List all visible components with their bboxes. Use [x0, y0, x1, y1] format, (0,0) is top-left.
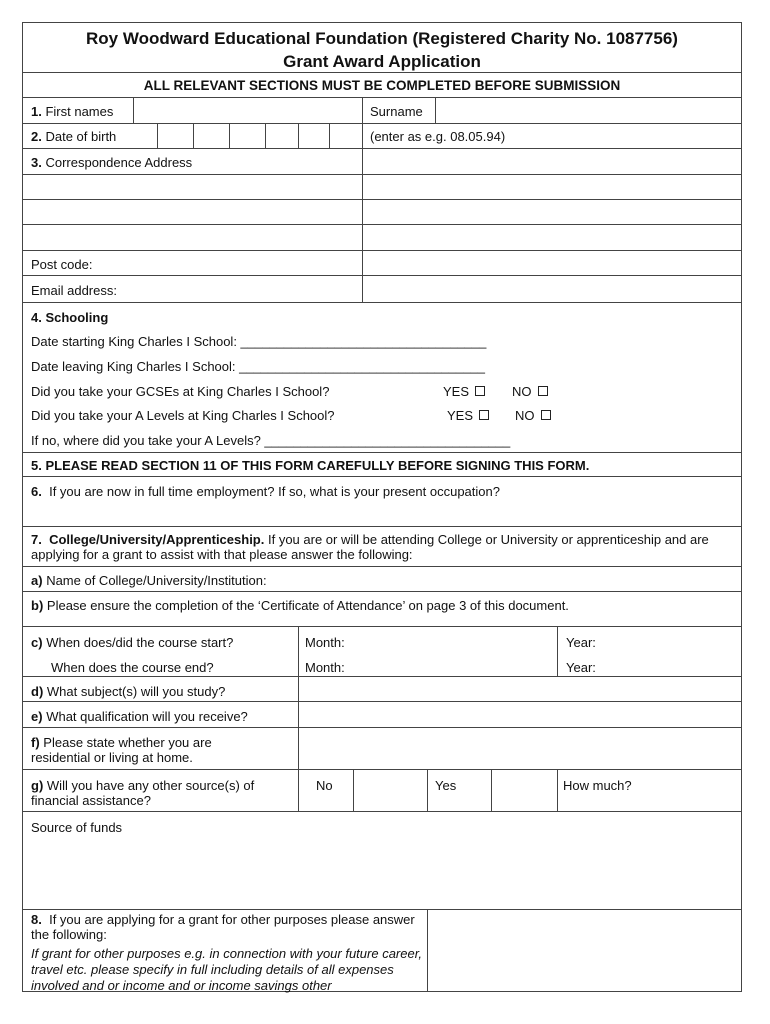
schooling-section — [23, 303, 741, 453]
surname-input[interactable] — [439, 102, 734, 120]
names-row — [23, 98, 741, 124]
dob-row — [23, 124, 741, 149]
gcse-yes-option[interactable]: YES — [443, 384, 485, 399]
section-7e-row — [23, 702, 741, 728]
start-year-label: Year: — [566, 635, 596, 650]
other-purposes-question: 8. If you are applying for a grant for other purposes please answer the following: — [31, 912, 415, 942]
start-year-input[interactable] — [608, 633, 733, 650]
certificate-note: b) Please ensure the completion of the ‘Certificate of Attendance’ on page 3 of this document. — [31, 598, 569, 613]
address-line-1-input[interactable] — [29, 179, 357, 196]
dob-format-hint: (enter as e.g. 08.05.94) — [370, 129, 506, 144]
address-line-2b-input[interactable] — [367, 204, 735, 221]
college-intro: 7. College/University/Apprenticeship. If you are or will be attending College or University or apprenticeship and are applying for a grant to assist with that please answer the following: — [31, 532, 709, 562]
alevel-question: Did you take your A Levels at King Charles I School? — [31, 408, 335, 423]
address-line-1 — [23, 175, 741, 200]
completion-banner: ALL RELEVANT SECTIONS MUST BE COMPLETED BEFORE SUBMISSION — [143, 78, 621, 93]
address-line-3b-input[interactable] — [367, 229, 735, 247]
alevel-yes-checkbox[interactable] — [479, 410, 489, 420]
dob-label: 2. Date of birth — [31, 129, 117, 144]
address-label: 3. Correspondence Address — [31, 155, 193, 170]
dob-digit-6[interactable] — [332, 128, 359, 145]
dob-digit-1[interactable] — [160, 128, 190, 145]
address-line-1b-input[interactable] — [367, 179, 735, 196]
funding-no-label: No — [316, 778, 333, 793]
gcse-question: Did you take your GCSEs at King Charles I School? — [31, 384, 330, 399]
surname-label: Surname — [370, 104, 423, 119]
gcse-yes-checkbox[interactable] — [475, 386, 485, 396]
postcode-row — [23, 251, 741, 276]
residential-label: f) Please state whether you are residential or living at home. — [31, 735, 212, 765]
employment-question: 6. If you are now in full time employment? If so, what is your present occupation? — [31, 484, 500, 499]
schooling-heading: 4. Schooling — [31, 310, 109, 325]
dob-digit-3[interactable] — [232, 128, 262, 145]
date-starting-line[interactable]: Date starting King Charles I School: __________________________________ — [31, 334, 487, 349]
email-label: Email address: — [31, 283, 117, 298]
form-subtitle: Grant Award Application — [283, 52, 481, 71]
gcse-no-checkbox[interactable] — [538, 386, 548, 396]
course-start-label: c) When does/did the course start? — [31, 635, 234, 650]
title-block — [23, 23, 741, 73]
dob-digit-2[interactable] — [196, 128, 226, 145]
alevel-no-checkbox[interactable] — [541, 410, 551, 420]
subject-label: d) What subject(s) will you study? — [31, 684, 226, 699]
gcse-no-option[interactable]: NO — [512, 384, 548, 399]
first-names-input[interactable] — [137, 102, 357, 120]
section-7d-row — [23, 677, 741, 702]
source-of-funds-label: Source of funds — [31, 820, 123, 835]
grant-application-form — [22, 22, 742, 992]
email-row — [23, 276, 741, 303]
section-6-row — [23, 477, 741, 527]
section-7c-row — [23, 627, 741, 677]
source-of-funds-row — [23, 812, 741, 910]
date-leaving-line[interactable]: Date leaving King Charles I School: __________________________________ — [31, 359, 485, 374]
address-line-2 — [23, 200, 741, 225]
section-5-row — [23, 453, 741, 477]
course-end-label: When does the course end? — [51, 660, 214, 675]
end-month-label: Month: — [305, 660, 345, 675]
funding-no-box[interactable] — [356, 780, 424, 800]
banner-row — [23, 73, 741, 98]
section-8-block — [23, 910, 741, 992]
occupation-input[interactable] — [31, 504, 731, 522]
start-month-input[interactable] — [353, 633, 553, 650]
other-purposes-input[interactable] — [433, 914, 733, 932]
institution-input[interactable] — [288, 571, 733, 588]
postcode-label: Post code: — [31, 257, 93, 272]
start-month-label: Month: — [305, 635, 345, 650]
source-of-funds-input[interactable] — [31, 842, 731, 860]
institution-label: a) Name of College/University/Institution: — [31, 573, 267, 588]
funding-yes-label: Yes — [435, 778, 457, 793]
section-7b-row — [23, 592, 741, 627]
qualification-input[interactable] — [303, 706, 733, 724]
end-year-label: Year: — [566, 660, 596, 675]
section-7-intro — [23, 527, 741, 567]
section-7a-row — [23, 567, 741, 592]
other-purposes-instructions: If grant for other purposes e.g. in connection with your future career, travel etc. please specify in full including details of all expenses involved and or income and or income savings other — [31, 946, 422, 993]
residential-input[interactable] — [303, 738, 733, 756]
first-names-label: 1. First names — [31, 104, 114, 119]
address-line-2-input[interactable] — [29, 204, 357, 221]
form-title: Roy Woodward Educational Foundation (Registered Charity No. 1087756) — [86, 29, 678, 48]
email-input[interactable] — [131, 281, 357, 299]
address-heading-row — [23, 149, 741, 175]
dob-digit-5[interactable] — [301, 128, 326, 145]
section-7f-row — [23, 728, 741, 770]
section-5-notice: 5. PLEASE READ SECTION 11 OF THIS FORM CAREFULLY BEFORE SIGNING THIS FORM. — [31, 458, 590, 473]
qualification-label: e) What qualification will you receive? — [31, 709, 248, 724]
how-much-label: How much? — [563, 778, 632, 793]
end-year-input[interactable] — [608, 658, 733, 675]
alevel-where-line[interactable]: If no, where did you take your A Levels? __________________________________ — [31, 433, 511, 448]
end-month-input[interactable] — [353, 658, 553, 675]
subject-input[interactable] — [303, 681, 733, 698]
funding-yes-box[interactable] — [494, 780, 554, 800]
alevel-no-option[interactable]: NO — [515, 408, 551, 423]
address-line-3-input[interactable] — [29, 229, 357, 247]
alevel-yes-option[interactable]: YES — [447, 408, 489, 423]
postcode-input[interactable] — [103, 255, 357, 272]
dob-digit-4[interactable] — [268, 128, 295, 145]
section-7g-row — [23, 770, 741, 812]
address-line-3 — [23, 225, 741, 251]
other-funding-label: g) Will you have any other source(s) of financial assistance? — [31, 778, 255, 808]
